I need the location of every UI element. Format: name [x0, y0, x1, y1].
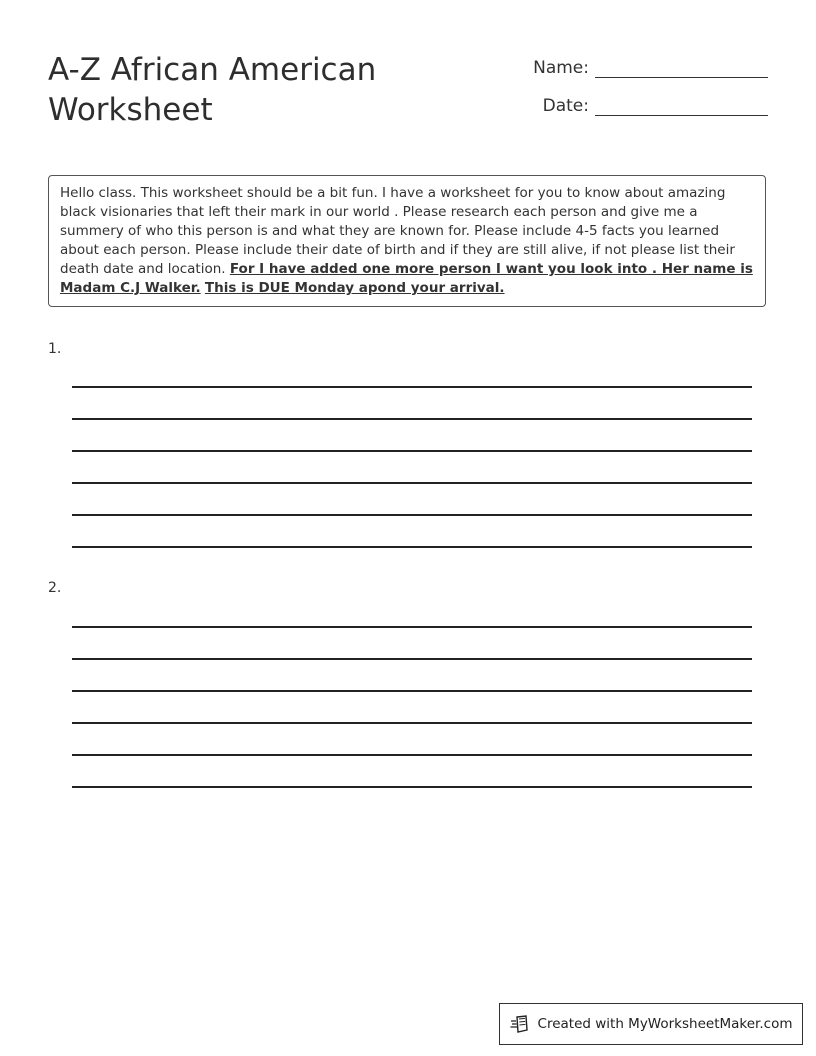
answer-line[interactable]: [72, 514, 752, 516]
answer-line[interactable]: [72, 386, 752, 388]
question-2: [48, 580, 752, 795]
name-input-line[interactable]: [595, 55, 768, 78]
answer-line[interactable]: [72, 450, 752, 452]
answer-line[interactable]: [72, 786, 752, 788]
answer-line[interactable]: [72, 658, 752, 660]
date-field[interactable]: [543, 90, 768, 116]
page-flip-logo-icon: [510, 1015, 530, 1033]
instructions-due-date: This is DUE Monday apond your arrival.: [204, 280, 505, 296]
name-field[interactable]: [533, 52, 768, 78]
date-input-line[interactable]: [595, 93, 768, 116]
worksheet-title: [48, 50, 448, 130]
answer-line[interactable]: [72, 482, 752, 484]
name-label: Name:: [533, 58, 589, 78]
answer-line[interactable]: [72, 754, 752, 756]
instructions-note: For I have added one more person I want you look into . Her name is Madam C.J Walker.: [60, 261, 753, 296]
footer-text: Created with MyWorksheetMaker.com: [537, 1016, 793, 1032]
answer-line[interactable]: [72, 690, 752, 692]
answer-line[interactable]: [72, 722, 752, 724]
answer-line[interactable]: [72, 546, 752, 548]
title-line-1: A-Z African American: [48, 52, 377, 88]
question-number: 1.: [48, 341, 62, 357]
instructions-text: Hello class. This worksheet should be a bit fun. I have a worksheet for you to know about amazing black visionaries that left their mark in our world . Please research each person and give me a summery of who this person is and what they are known for. Please include 4-5 facts you learned about each person. Please include their date of birth and if they are still alive, if not please list their death date and location.: [60, 185, 735, 277]
question-1: [48, 341, 752, 556]
footer-credit[interactable]: [499, 1003, 803, 1045]
answer-line[interactable]: [72, 418, 752, 420]
title-line-2: Worksheet: [48, 92, 213, 128]
instructions-box: [48, 175, 766, 307]
date-label: Date:: [542, 96, 589, 116]
question-number: 2.: [48, 580, 62, 596]
answer-line[interactable]: [72, 626, 752, 628]
